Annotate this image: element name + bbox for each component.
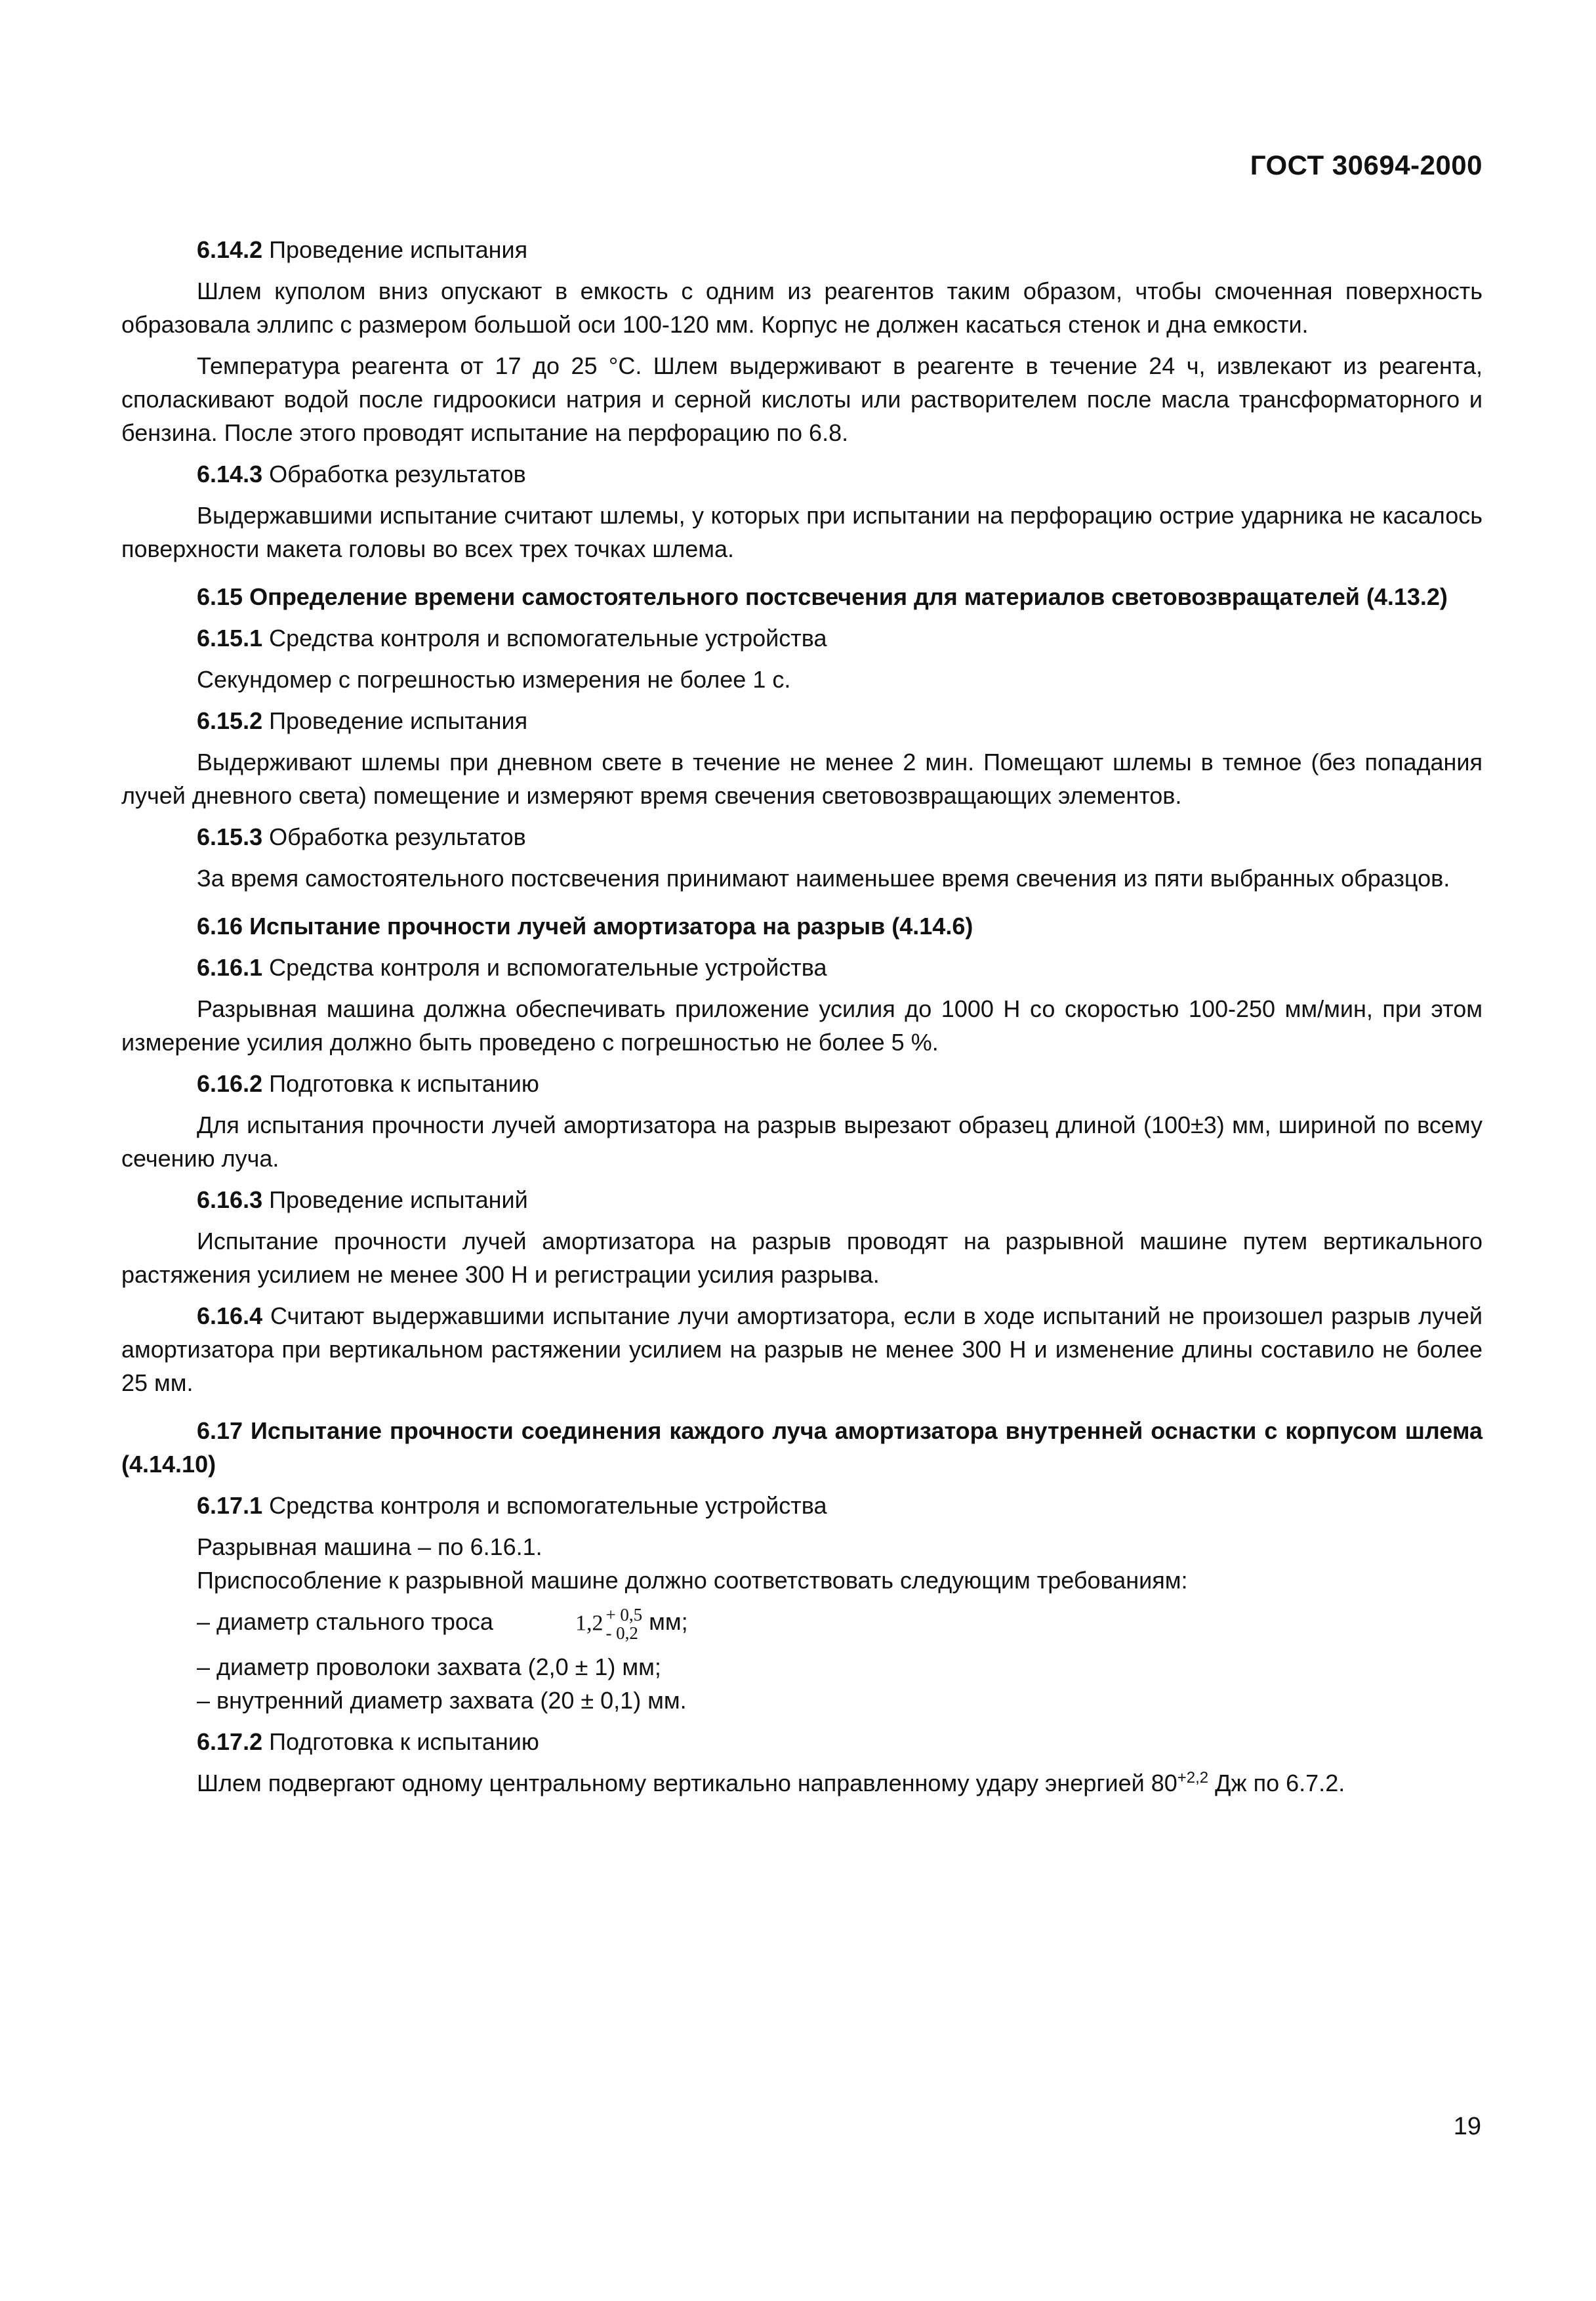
subsection-title: Подготовка к испытанию bbox=[262, 1070, 539, 1097]
subsection-title-6-16-2 bbox=[121, 1067, 1483, 1100]
subsection-title: Проведение испытания bbox=[262, 236, 528, 263]
subsection-title: Подготовка к испытанию bbox=[262, 1728, 539, 1755]
list-item-cable-diameter bbox=[121, 1605, 1483, 1642]
list-item-suffix: мм; bbox=[642, 1608, 688, 1635]
paragraph: За время самостоятельного постсвечения принимают наименьшее время свечения из пяти выбранных образцов. bbox=[197, 865, 1450, 892]
section-heading-6-17: 6.17 Испытание прочности соединения каждого луча амортизатора внутренней оснастки с корпусом шлема (4.14.10) bbox=[121, 1417, 1483, 1478]
paragraph: Выдерживают шлемы при дневном свете в течение не менее 2 мин. Помещают шлемы в темное (без попадания лучей дневного света) помещение и измеряют время свечения световозвращающих элементов. bbox=[121, 749, 1483, 809]
subsection-title-6-15-1 bbox=[121, 621, 1483, 655]
subsection-number: 6.16.3 bbox=[197, 1186, 263, 1213]
subsection-number: 6.17.2 bbox=[197, 1728, 263, 1755]
subsection-title: Проведение испытания bbox=[262, 707, 528, 734]
subsection-6-16-4 bbox=[121, 1299, 1483, 1399]
paragraph: Выдержавшими испытание считают шлемы, у которых при испытании на перфорацию острие ударника не касалось поверхности макета головы во всех трех точках шлема. bbox=[121, 502, 1483, 562]
paragraph: Приспособление к разрывной машине должно соответствовать следующим требованиям: bbox=[197, 1567, 1188, 1594]
subsection-number: 6.16.4 bbox=[197, 1302, 263, 1329]
paragraph: Шлем куполом вниз опускают в емкость с одним из реагентов таким образом, чтобы смоченная поверхность образовала эллипс с размером большой оси 100-120 мм. Корпус не должен касаться стенок и дна емкости. bbox=[121, 278, 1483, 338]
subsection-title: Средства контроля и вспомогательные устройства bbox=[262, 954, 827, 981]
paragraph: Испытание прочности лучей амортизатора на разрыв проводят на разрывной машине путем вертикального растяжения усилием не менее 300 Н и регистрации усилия разрыва. bbox=[121, 1228, 1483, 1288]
subsection-title-6-16-3 bbox=[121, 1183, 1483, 1216]
tolerance-value bbox=[500, 1605, 642, 1642]
section-heading-6-15: 6.15 Определение времени самостоятельного постсвечения для материалов световозвращателей (4.13.2) bbox=[197, 583, 1448, 610]
subsection-title: Средства контроля и вспомогательные устройства bbox=[262, 1492, 827, 1519]
subsection-number: 6.16.2 bbox=[197, 1070, 263, 1097]
document-standard-id: ГОСТ 30694-2000 bbox=[1250, 150, 1483, 180]
paragraph: Для испытания прочности лучей амортизатора на разрыв вырезают образец длиной (100±3) мм, шириной по всему сечению луча. bbox=[121, 1111, 1483, 1172]
subsection-title: Проведение испытаний bbox=[262, 1186, 528, 1213]
energy-tolerance: +2,2 bbox=[1177, 1768, 1209, 1787]
subsection-number: 6.17.1 bbox=[197, 1492, 263, 1519]
subsection-number: 6.16.1 bbox=[197, 954, 263, 981]
list-item-prefix: – диаметр стального троса bbox=[197, 1608, 500, 1635]
subsection-number: 6.15.3 bbox=[197, 823, 263, 850]
section-heading-6-16: 6.16 Испытание прочности лучей амортизатора на разрыв (4.14.6) bbox=[197, 913, 973, 940]
subsection-number: 6.15.1 bbox=[197, 625, 263, 652]
subsection-number: 6.15.2 bbox=[197, 707, 263, 734]
subsection-text: Считают выдержавшими испытание лучи амортизатора, если в ходе испытаний не произошел разрыв лучей амортизатора при вертикальном растяжении усилием на разрыв не менее 300 Н и изменение длины составило не более 25 мм. bbox=[121, 1302, 1483, 1396]
subsection-title: Средства контроля и вспомогательные устройства bbox=[262, 625, 827, 652]
paragraph: Температура реагента от 17 до 25 °С. Шлем выдерживают в реагенте в течение 24 ч, извлекают из реагента, споласкивают водой после гидроокиси натрия и серной кислоты или растворителем после масла трансформаторного и бензина. После этого проводят испытание на перфорацию по 6.8. bbox=[121, 352, 1483, 446]
list-item-inner-diameter: – внутренний диаметр захвата (20 ± 0,1) мм. bbox=[197, 1686, 687, 1714]
subsection-number: 6.14.2 bbox=[197, 236, 263, 263]
tolerance-limits bbox=[605, 1606, 642, 1642]
subsection-title: Обработка результатов bbox=[262, 461, 526, 487]
tolerance-upper: + 0,5 bbox=[605, 1604, 643, 1625]
document-body bbox=[121, 233, 1483, 1808]
subsection-title: Обработка результатов bbox=[262, 823, 526, 850]
subsection-number: 6.14.3 bbox=[197, 461, 263, 487]
subsection-title-6-15-3 bbox=[121, 820, 1483, 854]
subsection-title-6-16-1 bbox=[121, 951, 1483, 984]
subsection-title-6-14-2 bbox=[121, 233, 1483, 266]
page-number: 19 bbox=[1453, 2113, 1481, 2140]
paragraph: Разрывная машина – по 6.16.1. bbox=[197, 1533, 542, 1560]
paragraph-text: Дж по 6.7.2. bbox=[1208, 1769, 1345, 1796]
list-item-wire-diameter: – диаметр проволоки захвата (2,0 ± 1) мм; bbox=[197, 1653, 661, 1680]
tolerance-base: 1,2 bbox=[575, 1611, 604, 1636]
subsection-title-6-17-1 bbox=[121, 1489, 1483, 1522]
tolerance-lower: - 0,2 bbox=[605, 1623, 638, 1643]
paragraph-impact-energy bbox=[121, 1766, 1483, 1800]
paragraph: Разрывная машина должна обеспечивать приложение усилия до 1000 Н со скоростью 100-250 мм/мин, при этом измерение усилия должно быть проведено с погрешностью не более 5 %. bbox=[121, 995, 1483, 1056]
subsection-title-6-14-3 bbox=[121, 457, 1483, 491]
subsection-title-6-15-2 bbox=[121, 704, 1483, 737]
paragraph-text: Шлем подвергают одному центральному вертикально направленному удару энергией 80 bbox=[197, 1769, 1177, 1796]
paragraph: Секундомер с погрешностью измерения не более 1 с. bbox=[197, 666, 791, 693]
subsection-title-6-17-2 bbox=[121, 1725, 1483, 1758]
